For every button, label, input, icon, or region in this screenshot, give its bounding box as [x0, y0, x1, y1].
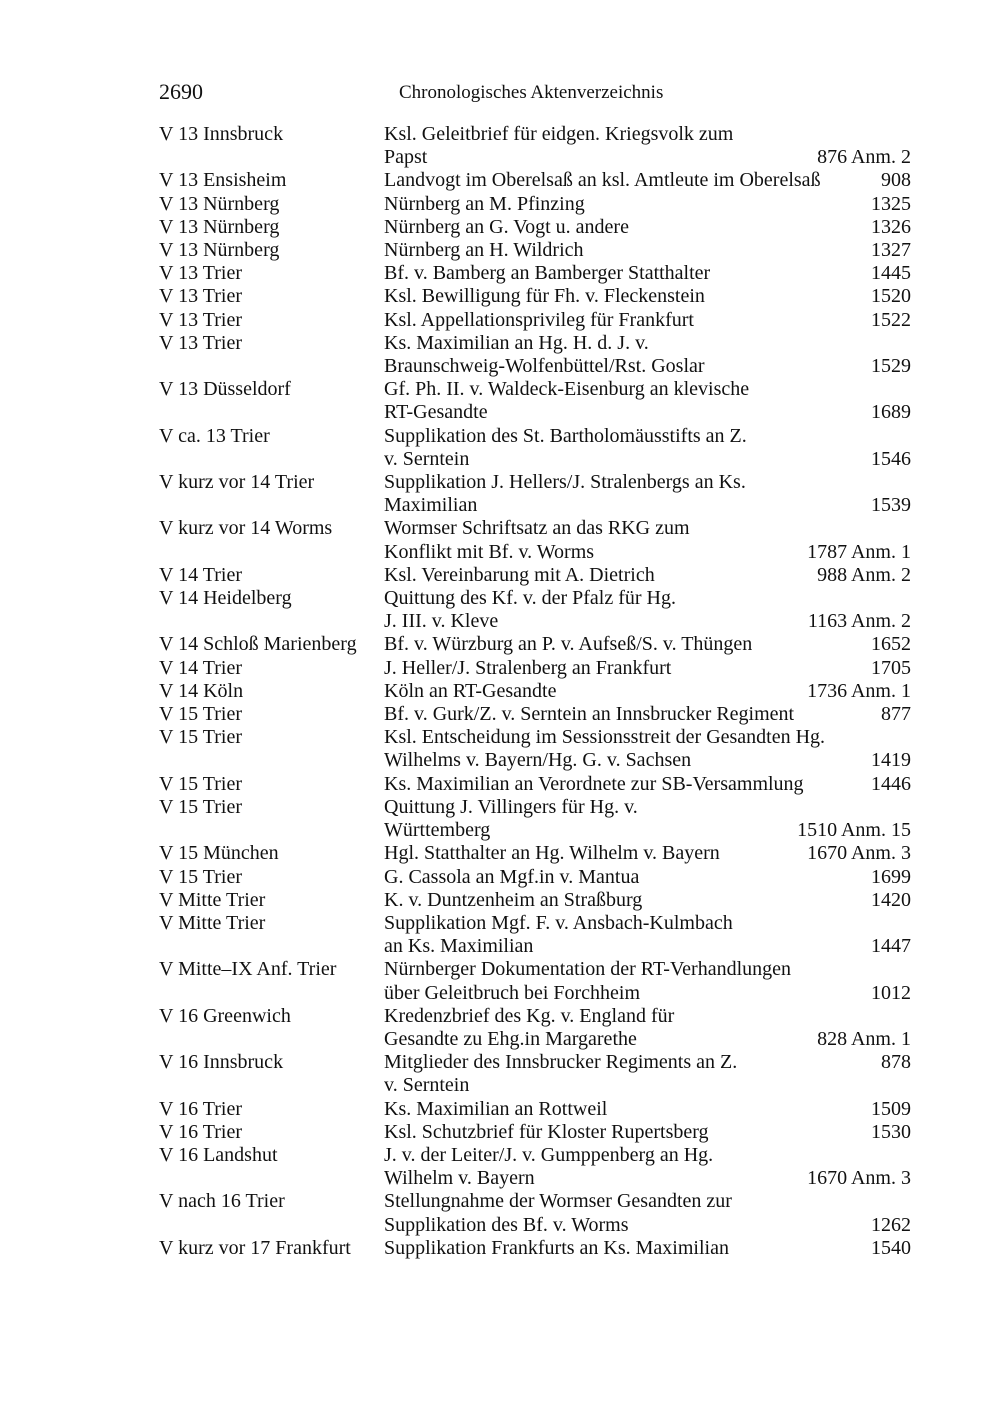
entry-description-line	[384, 912, 911, 935]
entry-reference-number: 1689	[871, 401, 911, 424]
entry-description	[384, 958, 911, 1004]
entry-description	[384, 1144, 911, 1190]
entry-description-line	[384, 193, 911, 216]
entry-description	[384, 889, 911, 912]
entry-description-line	[384, 517, 911, 540]
entry-text: Bf. v. Würzburg an P. v. Aufseß/S. v. Thüngen	[384, 633, 753, 656]
entry-row	[159, 425, 911, 471]
entry-reference-number: 1326	[871, 215, 911, 238]
entry-description-line	[384, 123, 911, 146]
entry-row	[159, 889, 911, 912]
entry-date: V 13 Ensisheim	[159, 169, 287, 192]
entry-text: Ksl. Appellationsprivileg für Frankfurt	[384, 308, 694, 331]
entry-text: Nürnberger Dokumentation der RT-Verhandlungen	[384, 958, 792, 981]
entry-date: V 16 Landshut	[159, 1143, 278, 1166]
entry-text: Ksl. Entscheidung im Sessionsstreit der Gesandten Hg.	[384, 726, 826, 749]
entry-description-line	[384, 1005, 911, 1028]
entry-text: Nürnberg an H. Wildrich	[384, 239, 584, 262]
entry-date: V 13 Trier	[159, 331, 242, 354]
entry-description-line	[384, 749, 911, 772]
entry-row	[159, 866, 911, 889]
page-number: 2690	[159, 79, 203, 104]
entry-row	[159, 633, 911, 656]
entry-text: Ks. Maximilian an Rottweil	[384, 1097, 608, 1120]
entry-reference-number: 908	[881, 169, 911, 192]
entry-text: Kredenzbrief des Kg. v. England für	[384, 1004, 675, 1027]
entry-description-line	[384, 796, 911, 819]
entry-date: V ca. 13 Trier	[159, 424, 270, 447]
entry-date: V 13 Trier	[159, 308, 242, 331]
entry-row	[159, 193, 911, 216]
entry-description-line	[384, 448, 911, 471]
entry-row	[159, 1098, 911, 1121]
entry-description	[384, 332, 911, 378]
entry-text: Württemberg	[384, 819, 491, 842]
entry-reference-number: 1420	[871, 888, 911, 911]
entry-list	[159, 123, 911, 1260]
entry-description-line	[384, 1190, 911, 1213]
entry-row	[159, 216, 911, 239]
entry-text: Hgl. Statthalter an Hg. Wilhelm v. Bayern	[384, 842, 720, 865]
entry-text: Mitglieder des Innsbrucker Regiments an Z.	[384, 1051, 738, 1074]
entry-description-line	[384, 239, 911, 262]
entry-text: Supplikation des St. Bartholomäusstifts an Z.	[384, 424, 747, 447]
entry-description-line	[384, 471, 911, 494]
entry-description-line	[384, 1237, 911, 1260]
entry-description	[384, 239, 911, 262]
entry-text: Ks. Maximilian an Verordnete zur SB-Versammlung	[384, 772, 804, 795]
entry-description	[384, 912, 911, 958]
entry-description	[384, 262, 911, 285]
entry-description	[384, 1098, 911, 1121]
entry-reference-number: 1699	[871, 865, 911, 888]
entry-reference-number: 1736 Anm. 1	[807, 679, 911, 702]
entry-description-line	[384, 958, 911, 981]
entry-text: Wormser Schriftsatz an das RKG zum	[384, 517, 690, 540]
entry-description-line	[384, 819, 911, 842]
entry-description	[384, 726, 911, 772]
entry-row	[159, 332, 911, 378]
entry-description	[384, 633, 911, 656]
entry-reference-number: 878	[881, 1051, 911, 1074]
entry-date: V 15 Trier	[159, 795, 242, 818]
entry-description-line	[384, 889, 911, 912]
entry-description	[384, 796, 911, 842]
entry-row	[159, 378, 911, 424]
entry-description	[384, 169, 911, 192]
entry-description	[384, 1190, 911, 1236]
entry-description	[384, 1121, 911, 1144]
entry-reference-number: 1529	[871, 355, 911, 378]
entry-row	[159, 517, 911, 563]
entry-text: J. Heller/J. Stralenberg an Frankfurt	[384, 656, 672, 679]
entry-reference-number: 1520	[871, 285, 911, 308]
entry-row	[159, 773, 911, 796]
entry-reference-number: 1652	[871, 633, 911, 656]
entry-date: V 15 Trier	[159, 865, 242, 888]
entry-text: Stellungnahme der Wormser Gesandten zur	[384, 1190, 732, 1213]
entry-description	[384, 842, 911, 865]
entry-description-line	[384, 1167, 911, 1190]
entry-text: Wilhelms v. Bayern/Hg. G. v. Sachsen	[384, 749, 692, 772]
entry-description-line	[384, 1214, 911, 1237]
entry-reference-number: 1787 Anm. 1	[807, 540, 911, 563]
entry-date: V 14 Heidelberg	[159, 587, 292, 610]
entry-text: Quittung des Kf. v. der Pfalz für Hg.	[384, 587, 676, 610]
entry-description	[384, 216, 911, 239]
entry-reference-number: 1163 Anm. 2	[807, 610, 911, 633]
entry-date: V 16 Greenwich	[159, 1004, 291, 1027]
entry-text: Papst	[384, 146, 428, 169]
entry-description	[384, 657, 911, 680]
entry-reference-number: 876 Anm. 2	[817, 146, 911, 169]
entry-description-line	[384, 146, 911, 169]
entry-text: Ksl. Vereinbarung mit A. Dietrich	[384, 563, 655, 586]
entry-text: Bf. v. Bamberg an Bamberger Statthalter	[384, 262, 711, 285]
entry-description	[384, 703, 911, 726]
entry-reference-number: 1012	[871, 981, 911, 1004]
entry-description	[384, 471, 911, 517]
entry-text: J. III. v. Kleve	[384, 610, 499, 633]
entry-date: V 14 Trier	[159, 563, 242, 586]
entry-reference-number: 1530	[871, 1120, 911, 1143]
entry-row	[159, 726, 911, 772]
entry-description-line	[384, 935, 911, 958]
entry-date: V 13 Trier	[159, 262, 242, 285]
entry-date: V Mitte Trier	[159, 888, 266, 911]
entry-date: V 16 Innsbruck	[159, 1051, 284, 1074]
entry-row	[159, 1144, 911, 1190]
entry-date: V 13 Nürnberg	[159, 192, 280, 215]
entry-text: Wilhelm v. Bayern	[384, 1167, 535, 1190]
entry-description-line	[384, 216, 911, 239]
entry-row	[159, 262, 911, 285]
entry-row	[159, 169, 911, 192]
entry-text: Ksl. Geleitbrief für eidgen. Kriegsvolk zum	[384, 123, 734, 145]
entry-text: Supplikation Frankfurts an Ks. Maximilian	[384, 1236, 729, 1259]
entry-text: Ksl. Bewilligung für Fh. v. Fleckenstein	[384, 285, 705, 308]
entry-text: über Geleitbruch bei Forchheim	[384, 981, 641, 1004]
entry-reference-number: 1670 Anm. 3	[807, 1167, 911, 1190]
entry-text: G. Cassola an Mgf.in v. Mantua	[384, 865, 640, 888]
entry-description	[384, 517, 911, 563]
entry-description-line	[384, 633, 911, 656]
entry-reference-number: 1447	[871, 935, 911, 958]
entry-description-line	[384, 1144, 911, 1167]
entry-date: V 15 Trier	[159, 703, 242, 726]
entry-date: V 13 Nürnberg	[159, 215, 280, 238]
entry-description	[384, 1005, 911, 1051]
entry-description	[384, 564, 911, 587]
entry-reference-number: 1419	[871, 749, 911, 772]
entry-description	[384, 285, 911, 308]
entry-description	[384, 123, 911, 169]
entry-row	[159, 657, 911, 680]
entry-text: Ksl. Schutzbrief für Kloster Rupertsberg	[384, 1120, 709, 1143]
entry-description-line	[384, 866, 911, 889]
entry-description-line	[384, 842, 911, 865]
entry-reference-number: 1262	[871, 1213, 911, 1236]
entry-text: Maximilian	[384, 494, 478, 517]
entry-description	[384, 378, 911, 424]
entry-date: V 14 Trier	[159, 656, 242, 679]
entry-reference-number: 1670 Anm. 3	[807, 842, 911, 865]
entry-reference-number: 1327	[871, 239, 911, 262]
entry-description-line	[384, 355, 911, 378]
entry-reference-number: 828 Anm. 1	[817, 1027, 911, 1050]
entry-row	[159, 680, 911, 703]
entry-text: Supplikation J. Hellers/J. Stralenbergs an Ks.	[384, 471, 746, 494]
entry-description	[384, 309, 911, 332]
entry-text: Quittung J. Villingers für Hg. v.	[384, 795, 638, 818]
entry-date: V kurz vor 14 Worms	[159, 517, 333, 540]
entry-text: Bf. v. Gurk/Z. v. Serntein an Innsbrucker Regiment	[384, 703, 795, 726]
entry-text: an Ks. Maximilian	[384, 935, 534, 958]
entry-description-line	[384, 1028, 911, 1051]
entry-reference-number: 1510 Anm. 15	[797, 819, 911, 842]
entry-row	[159, 703, 911, 726]
entry-text: Gf. Ph. II. v. Waldeck-Eisenburg an klevische	[384, 378, 750, 401]
entry-row	[159, 796, 911, 842]
entry-date: V 16 Trier	[159, 1120, 242, 1143]
entry-row	[159, 1190, 911, 1236]
entry-description	[384, 773, 911, 796]
entry-text: Gesandte zu Ehg.in Margarethe	[384, 1027, 637, 1050]
entry-date: V 14 Köln	[159, 679, 244, 702]
entry-row	[159, 471, 911, 517]
entry-row	[159, 842, 911, 865]
entry-description-line	[384, 378, 911, 401]
entry-row	[159, 564, 911, 587]
entry-description-line	[384, 982, 911, 1005]
entry-description-line	[384, 309, 911, 332]
entry-description-line	[384, 610, 911, 633]
entry-text: Nürnberg an M. Pfinzing	[384, 192, 585, 215]
entry-description-line	[384, 541, 911, 564]
entry-description-line	[384, 1074, 911, 1097]
entry-reference-number: 1540	[871, 1236, 911, 1259]
entry-reference-number: 1522	[871, 308, 911, 331]
entry-description-line	[384, 169, 911, 192]
entry-description-line	[384, 680, 911, 703]
entry-date: V kurz vor 14 Trier	[159, 471, 315, 494]
entry-text: J. v. der Leiter/J. v. Gumppenberg an Hg.	[384, 1143, 714, 1166]
entry-row	[159, 912, 911, 958]
entry-date: V 13 Trier	[159, 285, 242, 308]
entry-text: Braunschweig-Wolfenbüttel/Rst. Goslar	[384, 355, 705, 378]
entry-text: Nürnberg an G. Vogt u. andere	[384, 215, 629, 238]
entry-reference-number: 988 Anm. 2	[817, 563, 911, 586]
entry-row	[159, 1121, 911, 1144]
entry-text: Landvogt im Oberelsaß an ksl. Amtleute im Oberelsaß	[384, 169, 821, 192]
entry-description-line	[384, 262, 911, 285]
entry-text: v. Serntein	[384, 447, 470, 470]
running-head: Chronologisches Aktenverzeichnis	[399, 82, 664, 103]
entry-date: V Mitte Trier	[159, 911, 266, 934]
entry-reference-number: 1509	[871, 1097, 911, 1120]
entry-date: V 15 Trier	[159, 772, 242, 795]
entry-description-line	[384, 703, 911, 726]
entry-description	[384, 1237, 911, 1260]
entry-description	[384, 425, 911, 471]
entry-text: v. Serntein	[384, 1074, 470, 1097]
entry-text: Ks. Maximilian an Hg. H. d. J. v.	[384, 331, 649, 354]
entry-description-line	[384, 657, 911, 680]
entry-reference-number: 1546	[871, 447, 911, 470]
entry-text: Köln an RT-Gesandte	[384, 679, 557, 702]
entry-description-line	[384, 1121, 911, 1144]
entry-date: V 14 Schloß Marienberg	[159, 633, 357, 656]
entry-row	[159, 1237, 911, 1260]
entry-row	[159, 587, 911, 633]
entry-reference-number: 1445	[871, 262, 911, 285]
entry-reference-number: 1446	[871, 772, 911, 795]
entry-description-line	[384, 1051, 911, 1074]
entry-reference-number: 1325	[871, 192, 911, 215]
entry-description-line	[384, 494, 911, 517]
entry-description-line	[384, 564, 911, 587]
entry-date: V 16 Trier	[159, 1097, 242, 1120]
entry-description	[384, 1051, 911, 1097]
entry-row	[159, 239, 911, 262]
entry-text: Konflikt mit Bf. v. Worms	[384, 540, 595, 563]
entry-date: V 13 Nürnberg	[159, 239, 280, 262]
entry-description-line	[384, 1098, 911, 1121]
entry-description-line	[384, 587, 911, 610]
entry-text: K. v. Duntzenheim an Straßburg	[384, 888, 643, 911]
entry-row	[159, 958, 911, 1004]
entry-description	[384, 193, 911, 216]
entry-row	[159, 285, 911, 308]
entry-description-line	[384, 332, 911, 355]
entry-reference-number: 1539	[871, 494, 911, 517]
entry-description	[384, 680, 911, 703]
entry-date: V Mitte–IX Anf. Trier	[159, 958, 337, 981]
entry-text: RT-Gesandte	[384, 401, 488, 424]
entry-date: V 13 Düsseldorf	[159, 378, 291, 401]
entry-description-line	[384, 401, 911, 424]
entry-description	[384, 587, 911, 633]
entry-description	[384, 866, 911, 889]
entry-date: V 15 München	[159, 842, 279, 865]
entry-row	[159, 1051, 911, 1097]
entry-reference-number: 877	[881, 703, 911, 726]
entry-date: V nach 16 Trier	[159, 1190, 285, 1213]
entry-row	[159, 123, 911, 169]
entry-text: Supplikation Mgf. F. v. Ansbach-Kulmbach	[384, 911, 733, 934]
entry-description-line	[384, 425, 911, 448]
entry-description-line	[384, 285, 911, 308]
entry-date: V 15 Trier	[159, 726, 242, 749]
entry-date: V 13 Innsbruck	[159, 123, 284, 145]
entry-description-line	[384, 773, 911, 796]
entry-text: Supplikation des Bf. v. Worms	[384, 1213, 629, 1236]
entry-description-line	[384, 726, 911, 749]
entry-row	[159, 309, 911, 332]
entry-row	[159, 1005, 911, 1051]
entry-date: V kurz vor 17 Frankfurt	[159, 1236, 351, 1259]
entry-reference-number: 1705	[871, 656, 911, 679]
